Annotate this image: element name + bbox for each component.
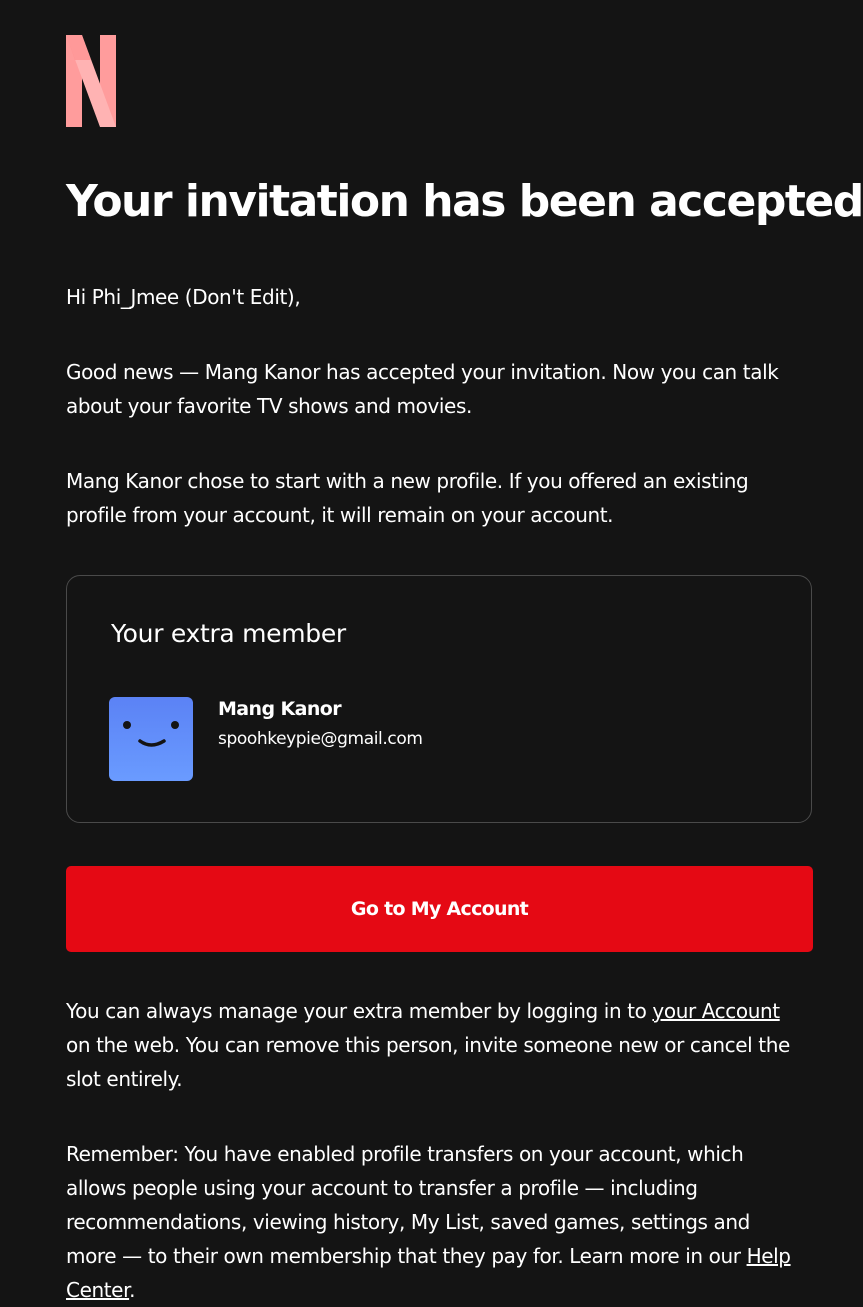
greeting-text: Hi Phi_Jmee (Don't Edit), (66, 285, 301, 309)
manage-paragraph (66, 994, 796, 1096)
news-paragraph: Good news — Mang Kanor has accepted your invitation. Now you can talk about your favorite TV shows and movies. (66, 360, 779, 418)
avatar (109, 697, 193, 781)
extra-member-card (66, 575, 812, 823)
remember-text-before: Remember: You have enabled profile transfers on your account, which allows people using your account to transfer a profile — including recommendations, viewing history, My List, saved games, settings and more — to their own membership that they pay for. Learn more in our (66, 1142, 750, 1268)
profile-note-paragraph: Mang Kanor chose to start with a new profile. If you offered an existing profile from your account, it will remain on your account. (66, 469, 749, 527)
help-center-link[interactable]: Help Center (66, 1244, 791, 1302)
netflix-n-logo-icon (66, 35, 116, 127)
your-account-link[interactable]: your Account (652, 999, 780, 1023)
card-title: Your extra member (111, 619, 346, 648)
smiley-face-icon (109, 697, 193, 781)
manage-text-before: You can always manage your extra member by logging in to (66, 999, 653, 1023)
manage-text-after: on the web. You can remove this person, invite someone new or cancel the slot entirely. (66, 1033, 790, 1091)
remember-text-after: . (129, 1278, 136, 1302)
member-email: spoohkeypie@gmail.com (218, 729, 423, 749)
remember-paragraph (66, 1137, 796, 1307)
member-name: Mang Kanor (218, 698, 341, 720)
go-to-my-account-button[interactable]: Go to My Account (66, 866, 813, 952)
headline: Your invitation has been accepted (66, 176, 863, 227)
